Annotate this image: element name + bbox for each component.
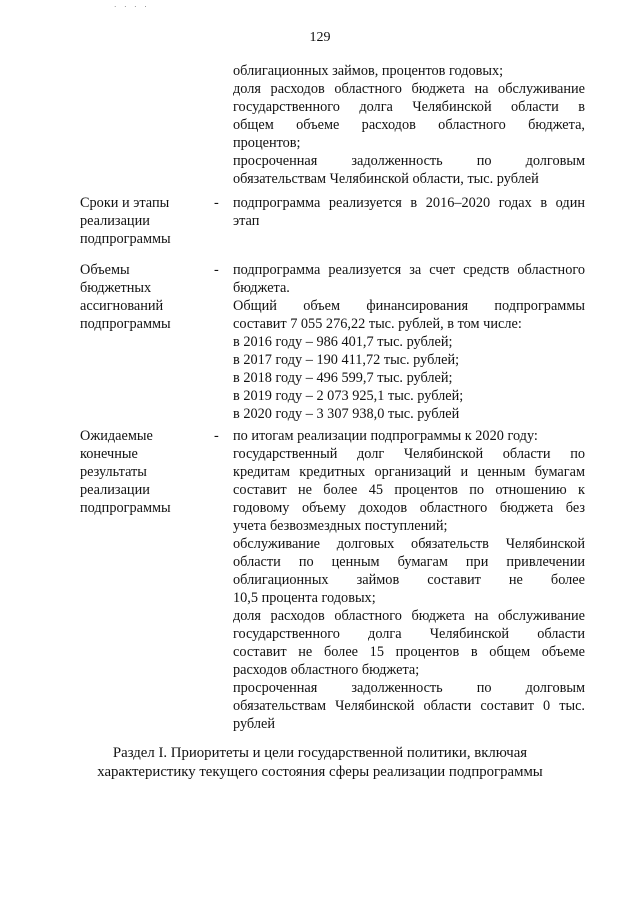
row-label-line: подпрограммы: [80, 231, 171, 247]
row-value-line: учета безвозмездных поступлений;: [233, 518, 448, 534]
row-value-line: 10,5 процента годовых;: [233, 590, 376, 606]
row-value-line: в 2018 году – 496 599,7 тыс. рублей;: [233, 370, 453, 386]
row-value-line: Общий объем финансирования подпрограммы: [233, 298, 585, 314]
row-label-line: бюджетных: [80, 280, 152, 296]
row-label-terms: [80, 194, 210, 248]
row-value-line: облигационных займов составит не более: [233, 572, 585, 588]
row-label-line: подпрограммы: [80, 500, 171, 516]
intro-line: обязательствам Челябинской области, тыс. рублей: [233, 171, 539, 187]
row-dash: -: [214, 262, 219, 278]
row-label-line: Ожидаемые: [80, 428, 153, 444]
row-value-terms: [233, 194, 585, 230]
section-heading-line: характеристику текущего состояния сферы реализации подпрограммы: [97, 764, 543, 780]
row-label-line: подпрограммы: [80, 316, 171, 332]
intro-line: доля расходов областного бюджета на обслуживание: [233, 81, 585, 97]
row-label-line: результаты: [80, 464, 147, 480]
intro-line: общем объеме расходов областного бюджета,: [233, 117, 585, 133]
row-dash: -: [214, 428, 219, 444]
row-value-line: в 2017 году – 190 411,72 тыс. рублей;: [233, 352, 460, 368]
intro-line: государственного долга Челябинской области в: [233, 99, 585, 115]
row-value-line: просроченная задолженность по долговым: [233, 680, 585, 696]
intro-line: процентов;: [233, 135, 301, 151]
row-value-line: расходов областного бюджета;: [233, 662, 420, 678]
row-value-line: в 2016 году – 986 401,7 тыс. рублей;: [233, 334, 453, 350]
row-label-line: Объемы: [80, 262, 130, 278]
row-label-results: [80, 427, 210, 517]
row-label-line: Сроки и этапы: [80, 195, 170, 211]
row-label-line: ассигнований: [80, 298, 164, 314]
row-label-funding: [80, 261, 210, 333]
row-value-line: подпрограмма реализуется в 2016–2020 годах в один: [233, 195, 585, 211]
row-value-line: составит 7 055 276,22 тыс. рублей, в том числе:: [233, 316, 522, 332]
row-value-results: [233, 427, 585, 733]
row-value-line: по итогам реализации подпрограммы к 2020 году:: [233, 428, 538, 444]
row-value-line: годовому объему доходов областного бюджета без: [233, 500, 585, 516]
row-dash: -: [214, 195, 219, 211]
row-value-line: бюджета.: [233, 280, 290, 296]
row-value-line: в 2020 году – 3 307 938,0 тыс. рублей: [233, 406, 460, 422]
row-value-line: этап: [233, 213, 260, 229]
row-value-line: доля расходов областного бюджета на обслуживание: [233, 608, 585, 624]
section-heading: [0, 744, 640, 782]
row-value-line: подпрограмма реализуется за счет средств областного: [233, 262, 585, 278]
row-label-line: реализации: [80, 213, 150, 229]
row-value-line: обязательствам Челябинской области составит 0 тыс.: [233, 698, 585, 714]
intro-line: просроченная задолженность по долговым: [233, 153, 585, 169]
intro-line: облигационных займов, процентов годовых;: [233, 63, 504, 79]
row-value-line: составит не более 15 процентов в общем объеме: [233, 644, 585, 660]
section-heading-line: Раздел I. Приоритеты и цели государственной политики, включая: [112, 745, 528, 761]
row-value-line: области по ценным бумагам при привлечении: [233, 554, 585, 570]
page-number: 129: [309, 30, 331, 45]
row-value-line: государственный долг Челябинской области по: [233, 446, 585, 462]
scan-marks: · · · ·: [114, 3, 150, 11]
row-value-funding: [233, 261, 585, 423]
intro-block: [233, 62, 585, 188]
row-label-line: реализации: [80, 482, 150, 498]
row-value-line: рублей: [233, 716, 275, 732]
row-value-line: государственного долга Челябинской области: [233, 626, 585, 642]
row-value-line: составит не более 45 процентов по отношению к: [233, 482, 585, 498]
row-value-line: кредитам кредитных организаций и ценным бумагам: [233, 464, 585, 480]
row-label-line: конечные: [80, 446, 138, 462]
row-value-line: обслуживание долговых обязательств Челябинской: [233, 536, 585, 552]
row-value-line: в 2019 году – 2 073 925,1 тыс. рублей;: [233, 388, 464, 404]
